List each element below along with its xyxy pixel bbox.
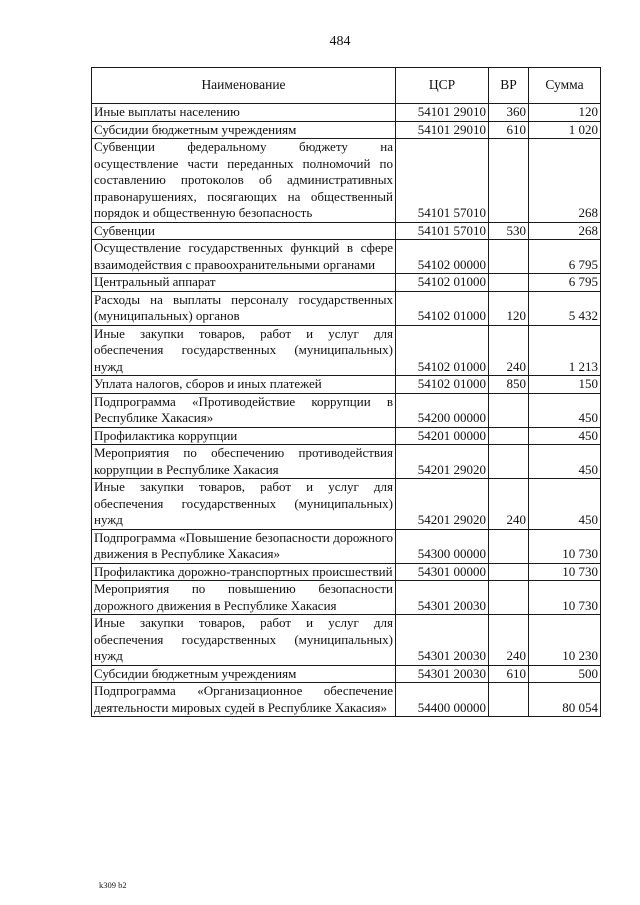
row-csr: 54102 00000 xyxy=(396,240,489,274)
footer-code: k309 b2 xyxy=(99,880,127,890)
row-vr: 240 xyxy=(489,615,529,666)
header-name: Наименование xyxy=(92,68,396,104)
table-row xyxy=(92,427,601,445)
row-sum: 6 795 xyxy=(529,240,601,274)
row-csr: 54201 29020 xyxy=(396,479,489,530)
table-header-row xyxy=(92,68,601,104)
table-row xyxy=(92,104,601,122)
row-name: Субсидии бюджетным учреждениям xyxy=(92,121,396,139)
row-sum: 10 730 xyxy=(529,563,601,581)
row-name: Субвенции xyxy=(92,222,396,240)
row-csr: 54301 20030 xyxy=(396,665,489,683)
row-csr: 54200 00000 xyxy=(396,393,489,427)
header-csr: ЦСР xyxy=(396,68,489,104)
row-sum: 150 xyxy=(529,376,601,394)
row-csr: 54201 00000 xyxy=(396,427,489,445)
row-name: Осуществление государственных функций в сфере взаимодействия с правоохранительными органами xyxy=(92,240,396,274)
table-row xyxy=(92,274,601,292)
row-vr xyxy=(489,240,529,274)
table-row xyxy=(92,683,601,717)
row-name: Подпрограмма «Организационное обеспечение деятельности мировых судей в Республике Хакасия» xyxy=(92,683,396,717)
row-csr: 54101 29010 xyxy=(396,121,489,139)
row-sum: 268 xyxy=(529,139,601,223)
table-row xyxy=(92,615,601,666)
row-csr: 54102 01000 xyxy=(396,376,489,394)
row-csr: 54301 00000 xyxy=(396,563,489,581)
row-csr: 54101 57010 xyxy=(396,222,489,240)
row-vr xyxy=(489,563,529,581)
row-vr: 360 xyxy=(489,104,529,122)
page-number: 484 xyxy=(329,34,351,49)
table-row xyxy=(92,325,601,376)
row-vr xyxy=(489,529,529,563)
row-vr: 240 xyxy=(489,479,529,530)
row-vr xyxy=(489,683,529,717)
table-row xyxy=(92,529,601,563)
row-sum: 120 xyxy=(529,104,601,122)
row-vr: 240 xyxy=(489,325,529,376)
row-sum: 10 230 xyxy=(529,615,601,666)
row-name: Мероприятия по обеспечению противодействия коррупции в Республике Хакасия xyxy=(92,445,396,479)
header-vr: ВР xyxy=(489,68,529,104)
row-csr: 54101 29010 xyxy=(396,104,489,122)
row-name: Профилактика коррупции xyxy=(92,427,396,445)
row-vr: 850 xyxy=(489,376,529,394)
table-row xyxy=(92,479,601,530)
header-sum: Сумма xyxy=(529,68,601,104)
row-name: Мероприятия по повышению безопасности дорожного движения в Республике Хакасия xyxy=(92,581,396,615)
row-csr: 54102 01000 xyxy=(396,325,489,376)
row-sum: 6 795 xyxy=(529,274,601,292)
row-csr: 54301 20030 xyxy=(396,615,489,666)
row-csr: 54102 01000 xyxy=(396,274,489,292)
row-sum: 450 xyxy=(529,427,601,445)
row-sum: 1 213 xyxy=(529,325,601,376)
row-vr xyxy=(489,445,529,479)
table-row xyxy=(92,393,601,427)
row-vr xyxy=(489,427,529,445)
row-vr xyxy=(489,139,529,223)
row-sum: 500 xyxy=(529,665,601,683)
table-row xyxy=(92,445,601,479)
table-row xyxy=(92,121,601,139)
table-row xyxy=(92,291,601,325)
row-name: Профилактика дорожно-транспортных происшествий xyxy=(92,563,396,581)
table-row xyxy=(92,563,601,581)
row-name: Иные выплаты населению xyxy=(92,104,396,122)
row-name: Иные закупки товаров, работ и услуг для обеспечения государственных (муниципальных) нужд xyxy=(92,615,396,666)
row-vr xyxy=(489,274,529,292)
table-row xyxy=(92,581,601,615)
row-name: Центральный аппарат xyxy=(92,274,396,292)
table-row xyxy=(92,665,601,683)
row-vr xyxy=(489,581,529,615)
row-sum: 10 730 xyxy=(529,581,601,615)
row-name: Расходы на выплаты персоналу государственных (муниципальных) органов xyxy=(92,291,396,325)
row-sum: 1 020 xyxy=(529,121,601,139)
row-csr: 54201 29020 xyxy=(396,445,489,479)
row-vr xyxy=(489,393,529,427)
row-name: Подпрограмма «Противодействие коррупции в Республике Хакасия» xyxy=(92,393,396,427)
row-sum: 80 054 xyxy=(529,683,601,717)
row-csr: 54300 00000 xyxy=(396,529,489,563)
row-sum: 450 xyxy=(529,393,601,427)
table-row xyxy=(92,240,601,274)
row-sum: 10 730 xyxy=(529,529,601,563)
row-csr: 54301 20030 xyxy=(396,581,489,615)
row-vr: 610 xyxy=(489,121,529,139)
table-row xyxy=(92,222,601,240)
row-name: Подпрограмма «Повышение безопасности дорожного движения в Республике Хакасия» xyxy=(92,529,396,563)
row-sum: 5 432 xyxy=(529,291,601,325)
table-row xyxy=(92,376,601,394)
row-sum: 450 xyxy=(529,445,601,479)
row-csr: 54101 57010 xyxy=(396,139,489,223)
row-name: Иные закупки товаров, работ и услуг для обеспечения государственных (муниципальных) нужд xyxy=(92,479,396,530)
row-vr: 530 xyxy=(489,222,529,240)
row-sum: 268 xyxy=(529,222,601,240)
row-vr: 610 xyxy=(489,665,529,683)
row-csr: 54102 01000 xyxy=(396,291,489,325)
row-vr: 120 xyxy=(489,291,529,325)
table-row xyxy=(92,139,601,223)
row-name: Субсидии бюджетным учреждениям xyxy=(92,665,396,683)
budget-table xyxy=(91,67,601,717)
row-sum: 450 xyxy=(529,479,601,530)
row-csr: 54400 00000 xyxy=(396,683,489,717)
row-name: Уплата налогов, сборов и иных платежей xyxy=(92,376,396,394)
row-name: Субвенции федеральному бюджету на осуществление части переданных полномочий по составлению протоколов об административных правонарушениях, посягающих на общественный порядок и общественную безопасность xyxy=(92,139,396,223)
row-name: Иные закупки товаров, работ и услуг для обеспечения государственных (муниципальных) нужд xyxy=(92,325,396,376)
